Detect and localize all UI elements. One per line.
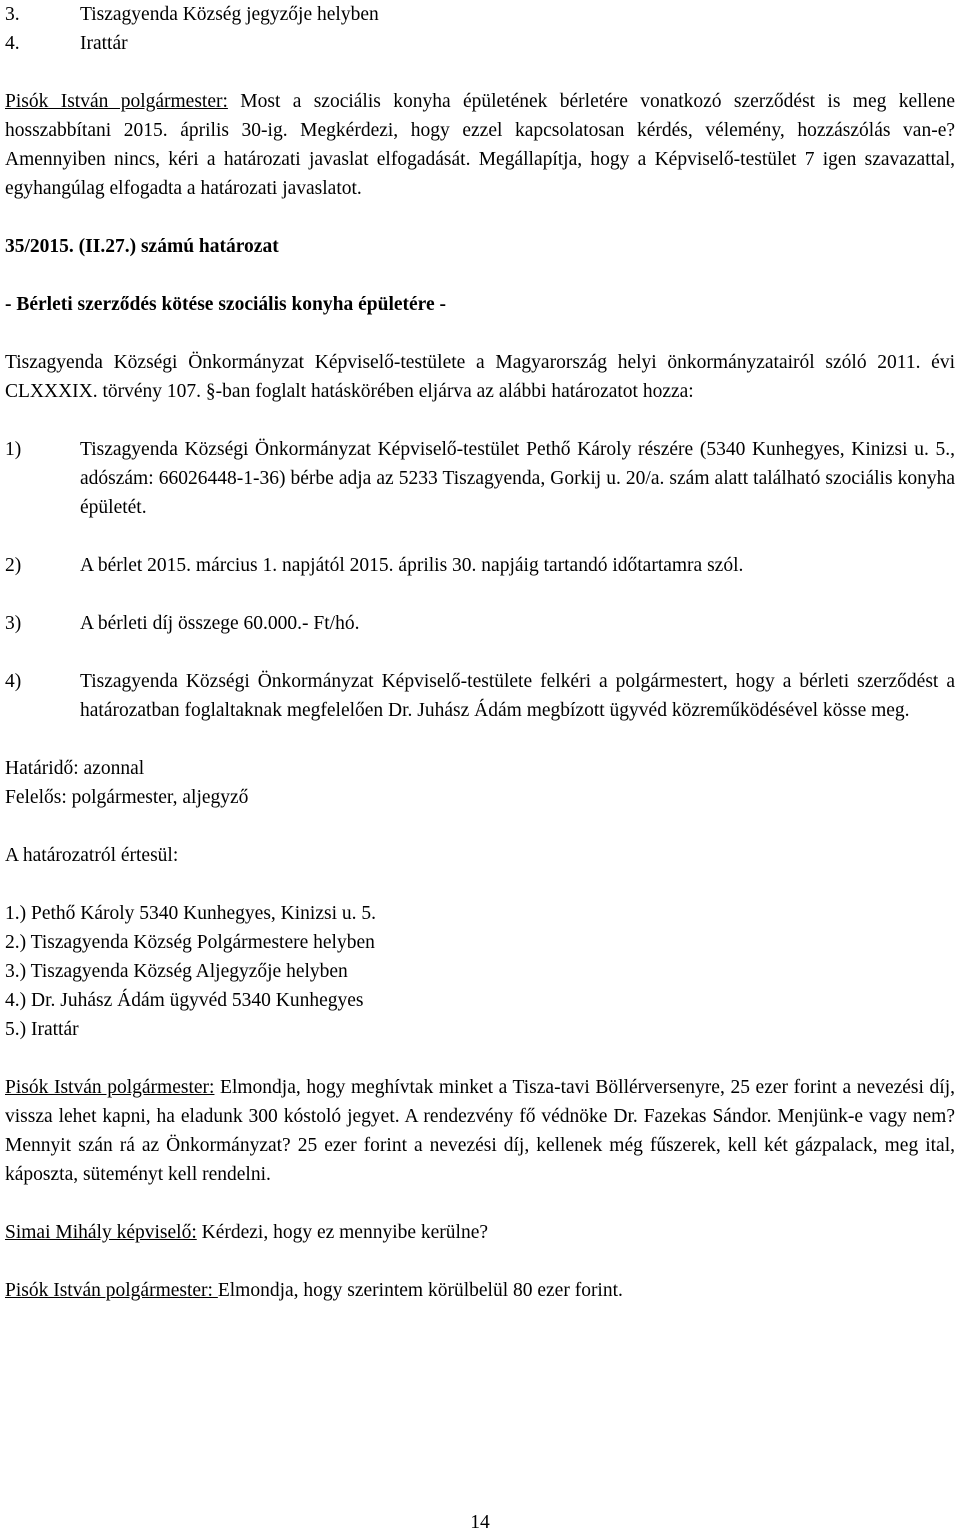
list-text: Irattár xyxy=(80,33,128,54)
speaker-name: Simai Mihály képviselő: xyxy=(5,1222,197,1243)
paragraph-mayor-3 xyxy=(5,1276,955,1305)
paragraph-text: Elmondja, hogy szerintem körülbelül 80 ezer forint. xyxy=(217,1280,623,1301)
speaker-name: Pisók István polgármester: xyxy=(5,1077,215,1098)
item-number: 1) xyxy=(5,439,22,460)
resolution-subtitle: - Bérleti szerződés kötése szociális konyha épületére - xyxy=(5,294,446,315)
resolution-intro: Tiszagyenda Községi Önkormányzat Képviselő-testülete a Magyarország helyi önkormányzatairól szóló 2011. évi CLXXXIX. törvény 107. §-ban foglalt hatáskörében eljárva az alábbi határozatot hozza: xyxy=(5,352,955,402)
resolution-item xyxy=(5,551,955,580)
notify-item: 2.) Tiszagyenda Község Polgármestere helyben xyxy=(5,932,375,953)
item-number: 3) xyxy=(5,613,22,634)
top-list xyxy=(5,0,955,58)
page-number: 14 xyxy=(470,1512,490,1533)
resolution-number: 35/2015. (II.27.) számú határozat xyxy=(5,236,279,257)
notify-item: 1.) Pethő Károly 5340 Kunhegyes, Kinizsi u. 5. xyxy=(5,903,376,924)
notify-item: 5.) Irattár xyxy=(5,1019,79,1040)
resolution-item xyxy=(5,667,955,725)
speaker-name: Pisók István polgármester: xyxy=(5,91,228,112)
paragraph-representative xyxy=(5,1218,955,1247)
list-item xyxy=(5,29,955,58)
notify-title: A határozatról értesül: xyxy=(5,845,179,866)
item-text: A bérlet 2015. március 1. napjától 2015. április 30. napjáig tartandó időtartamra szól. xyxy=(80,555,744,576)
paragraph-mayor-1 xyxy=(5,87,955,203)
paragraph-text: Most a szociális konyha épületének bérletére vonatkozó szerződést is meg kellene hosszabbítani 2015. április 30-ig. Megkérdezi, hogy ezzel kapcsolatosan kérdés, vélemény, hozzászólás van-e? Amennyiben nincs, kéri a határozati javaslat elfogadását. Megállapítja, hogy a Képviselő-testület 7 igen szavazattal, egyhangúlag elfogadta a határozati javaslatot. xyxy=(5,91,956,199)
list-text: Tiszagyenda Község jegyzője helyben xyxy=(80,4,379,25)
deadline: Határidő: azonnal xyxy=(5,758,145,779)
item-text: Tiszagyenda Községi Önkormányzat Képviselő-testülete felkéri a polgármestert, hogy a bérleti szerződést a határozatban foglaltaknak megfelelően Dr. Juhász Ádám megbízott ügyvéd közreműködésével kösse meg. xyxy=(80,671,955,721)
resolution-item xyxy=(5,609,955,638)
responsible: Felelős: polgármester, aljegyző xyxy=(5,787,249,808)
list-number: 3. xyxy=(5,4,20,25)
document-page xyxy=(5,0,955,1305)
notify-list xyxy=(5,899,955,1044)
paragraph-text: Elmondja, hogy meghívtak minket a Tisza-tavi Böllérversenyre, 25 ezer forint a nevezési díj, vissza lehet kapni, ha eladunk 300 kóstoló jegyet. A rendezvény fő védnöke Dr. Fazekas Sándor. Menjünk-e vagy nem? Mennyit szán rá az Önkormányzat? 25 ezer forint a nevezési díj, kellenek még fűszerek, kell két gázpalack, meg ital, káposzta, süteményt kell rendelni. xyxy=(5,1077,955,1185)
notify-item: 3.) Tiszagyenda Község Aljegyzője helyben xyxy=(5,961,348,982)
list-number: 4. xyxy=(5,33,20,54)
item-number: 4) xyxy=(5,671,22,692)
item-number: 2) xyxy=(5,555,22,576)
speaker-name: Pisók István polgármester: xyxy=(5,1280,218,1301)
resolution-item xyxy=(5,435,955,522)
item-text: Tiszagyenda Községi Önkormányzat Képviselő-testület Pethő Károly részére (5340 Kunhegyes, Kinizsi u. 5., adószám: 66026448-1-36) bérbe adja az 5233 Tiszagyenda, Gorkij u. 20/a. szám alatt található szociális konyha épületét. xyxy=(80,439,955,518)
list-item xyxy=(5,0,955,29)
paragraph-mayor-2 xyxy=(5,1073,955,1189)
notify-item: 4.) Dr. Juhász Ádám ügyvéd 5340 Kunhegyes xyxy=(5,990,364,1011)
paragraph-text: Kérdezi, hogy ez mennyibe kerülne? xyxy=(196,1222,489,1243)
item-text: A bérleti díj összege 60.000.- Ft/hó. xyxy=(80,613,360,634)
